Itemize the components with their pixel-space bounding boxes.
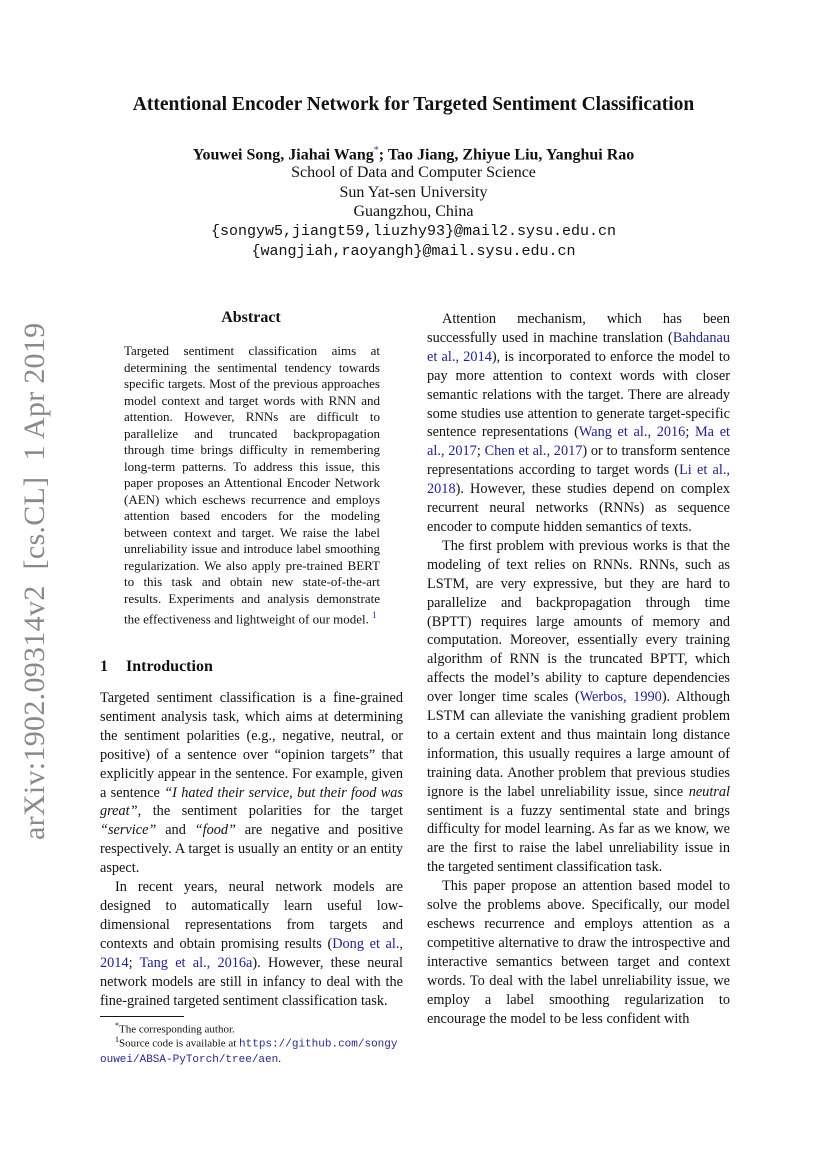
left-column-text — [100, 689, 403, 1010]
citation-link[interactable]: Dong et al., 2014 — [100, 935, 403, 971]
arxiv-date: 1 Apr 2019 — [18, 322, 51, 461]
emphasis-neutral: neutral — [688, 783, 730, 800]
arxiv-category: [cs.CL] — [18, 476, 51, 570]
corresponding-author-mark[interactable]: * — [373, 145, 379, 156]
right-column-text — [427, 310, 730, 1028]
authors-rest: ; Tao Jiang, Zhiyue Liu, Yanghui Rao — [378, 146, 635, 164]
footnote-text: Source code is available at — [119, 1037, 240, 1050]
text: ). However, these studies depend on complex recurrent neural networks (RNNs) as sequence encoder to compute hidden semantics of texts. — [427, 481, 730, 535]
citation-link[interactable]: Werbos, 1990 — [579, 689, 662, 706]
section-title: Introduction — [126, 658, 213, 675]
right-paragraph-2 — [427, 537, 730, 877]
abstract-body — [124, 343, 380, 628]
text: are negative and positive respectively. A target is usually an entity or an entity aspect. — [100, 822, 404, 877]
text: ), is incorporated to enforce the model to pay more attention to context words with closer semantic relations with the target. There are already some studies use attention to generate target-specific sentence representations ( — [427, 348, 731, 441]
affiliation-university: Sun Yat-sen University — [339, 184, 488, 201]
text: and — [156, 822, 195, 839]
footnote-mark: 1 — [115, 1035, 119, 1044]
target-food: “food” — [194, 822, 236, 839]
footnote-mark: * — [115, 1021, 119, 1030]
citation-link[interactable]: Ma et al., 2017 — [427, 424, 731, 460]
text: ; — [128, 954, 140, 971]
text: Attention mechanism, which has been successfully used in machine translation ( — [427, 311, 730, 346]
paper-title: Attentional Encoder Network for Targeted Sentiment Classification — [132, 94, 695, 115]
section-number: 1 — [100, 658, 108, 675]
section-heading-introduction — [100, 658, 213, 676]
affiliation-city: Guangzhou, China — [353, 203, 474, 220]
footnote-source-code — [100, 1033, 403, 1068]
text: ) or to transform sentence representations according to target words ( — [427, 443, 731, 479]
text: In recent years, neural network models are designed to automatically learn useful low-dimensional representations from targets and contexts and obtain promising results ( — [100, 879, 403, 952]
citation-link[interactable]: Tang et al., 2016a — [139, 954, 253, 971]
arxiv-sidebar-stamp — [18, 323, 52, 840]
footnote-1-ref[interactable]: 1 — [372, 610, 377, 620]
intro-paragraph-2 — [100, 878, 403, 1010]
text: ; — [685, 424, 695, 441]
citation-link[interactable]: Bahdanau et al., 2014 — [427, 329, 730, 365]
right-paragraph-3: This paper propose an attention based model to solve the problems above. Specifically, our model eschews recurrence and employs attention as a competitive alternative to draw the introspective and interactive semantics between target and context words. To deal with the label unreliability issue, we employ a label smoothing regularization to encourage the model to be less confident with — [427, 878, 730, 1027]
footnote-text: The corresponding author. — [119, 1023, 235, 1036]
text: , the sentiment polarities for the target — [137, 803, 403, 820]
citation-link[interactable]: Wang et al., 2016 — [578, 424, 686, 441]
arxiv-id: arXiv:1902.09314v2 — [18, 585, 51, 840]
footnote-divider — [100, 1016, 184, 1017]
text: ; — [476, 443, 485, 460]
text: ). Although LSTM can alleviate the vanishing gradient problem to a certain extent and thus maintain long distance information, this usually requires a large amount of training data. Another problem that previous studies ignore is the label unreliability issue, since — [427, 689, 730, 800]
text: . — [278, 1053, 281, 1066]
example-sentence: “I hated their service, but their food was great” — [100, 784, 403, 820]
affiliation-school: School of Data and Computer Science — [291, 164, 536, 181]
text: sentiment is a fuzzy sentimental state and brings difficulty for model learning. As far as we know, we are the first to raise the label unreliability issue in the targeted sentiment classification task. — [427, 802, 730, 876]
citation-link[interactable]: Li et al., 2018 — [427, 462, 730, 498]
target-service: “service” — [100, 822, 157, 839]
email-line-1: {songyw5,jiangt59,liuzhy93}@mail2.sysu.edu.cn — [210, 223, 617, 240]
intro-paragraph-1 — [100, 689, 403, 878]
email-line-2: {wangjiah,raoyangh}@mail.sysu.edu.cn — [251, 243, 576, 260]
right-paragraph-1 — [427, 310, 730, 537]
source-code-link[interactable]: https://github.com/songyouwei/ABSA-PyTorch/tree/aen — [100, 1038, 398, 1067]
citation-link[interactable]: Chen et al., 2017 — [484, 443, 583, 460]
authors-first: Youwei Song, Jiahai Wang — [192, 146, 374, 164]
abstract-heading: Abstract — [221, 309, 281, 326]
text: ). However, these neural network models are still in infancy to deal with the fine-grained targeted sentiment classification task. — [100, 954, 403, 1009]
text: Targeted sentiment classification is a fine-grained sentiment analysis task, which aims at determining the sentiment polarities (e.g., negative, neutral, or positive) of a sentence over “opinion targets” that explicitly appear in the sentence. For example, given a sentence — [100, 690, 403, 801]
abstract-text: Targeted sentiment classification aims at determining the sentimental tendency towards specific targets. Most of the previous approaches model context and target words with RNN and attention. However, RNNs are difficult to parallelize and truncated backpropagation through time brings difficulty in remembering long-term patterns. To address this issue, this paper proposes an Attentional Encoder Network (AEN) which eschews recurrence and employs attention based encoders for the modeling between context and target. We raise the label unreliability issue and introduce label smoothing regularization. We also apply pre-trained BERT to this task and obtain new state-of-the-art results. Experiments and analysis demonstrate the effectiveness and lightweight of our model. — [124, 343, 380, 627]
author-list — [0, 145, 827, 164]
text: The first problem with previous works is that the modeling of text relies on RNNs. RNNs, such as LSTM, are very expressive, but they are hard to parallelize and backpropagation through time (BPTT) requires large amounts of memory and computation. Moreover, essentially every training algorithm of RNN is the truncated BPTT, which affects the model’s ability to capture dependencies over longer time scales ( — [427, 537, 730, 706]
